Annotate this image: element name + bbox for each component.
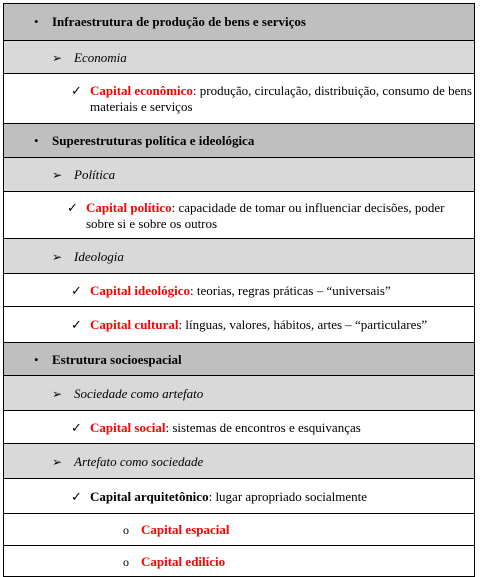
subsection-row-economia <box>3 41 475 74</box>
item-line <box>90 420 361 436</box>
item-row-capital-espacial <box>3 514 475 546</box>
capital-description: : teorias, regras práticas – “universais” <box>190 283 391 298</box>
capital-term: Capital edilício <box>141 554 226 569</box>
item-row-capital-cultural <box>3 307 475 343</box>
item-row-capital-edilicio <box>3 546 475 577</box>
circle-marker: o <box>123 555 129 569</box>
checkmark-icon: ✓ <box>71 489 82 504</box>
capital-term: Capital social <box>90 420 166 435</box>
capital-description: : línguas, valores, hábitos, artes – “particulares” <box>178 317 428 332</box>
checkmark-icon: ✓ <box>71 420 82 435</box>
item-row-capital-arquitetonico <box>3 479 475 514</box>
item-row-capital-social <box>3 411 475 444</box>
bullet-marker: • <box>34 14 39 29</box>
item-line <box>90 83 472 99</box>
section-row-infraestrutura <box>3 4 475 41</box>
capital-term: Capital arquitetônico <box>90 489 209 504</box>
section-heading: Infraestrutura de produção de bens e serviços <box>52 14 306 29</box>
checkmark-icon: ✓ <box>67 200 78 215</box>
item-row-capital-economico <box>3 74 475 124</box>
item-row-capital-politico <box>3 192 475 239</box>
section-heading: Estrutura socioespacial <box>52 352 182 367</box>
item-line <box>86 200 444 216</box>
arrow-marker: ➢ <box>52 250 63 264</box>
subsection-row-ideologia <box>3 239 475 274</box>
circle-marker: o <box>123 523 129 537</box>
checkmark-icon: ✓ <box>71 83 82 98</box>
capital-term: Capital espacial <box>141 522 230 537</box>
item-line-continued: materiais e serviços <box>90 99 193 114</box>
arrow-marker: ➢ <box>52 387 63 401</box>
item-line <box>90 283 391 299</box>
subsection-row-artefato-como-sociedade <box>3 444 475 479</box>
capital-description: : capacidade de tomar ou influenciar decisões, poder <box>171 200 445 215</box>
capital-term: Capital cultural <box>90 317 179 332</box>
bullet-marker: • <box>34 352 39 367</box>
subsection-heading: Ideologia <box>74 249 124 264</box>
arrow-marker: ➢ <box>52 455 63 469</box>
capital-term: Capital econômico <box>90 83 193 98</box>
item-line <box>90 489 367 505</box>
subsection-heading: Artefato como sociedade <box>74 454 204 469</box>
subsection-heading: Sociedade como artefato <box>74 386 204 401</box>
capital-term: Capital ideológico <box>90 283 191 298</box>
bullet-marker: • <box>34 133 39 148</box>
subsection-row-politica <box>3 158 475 192</box>
subsection-heading: Política <box>74 167 116 182</box>
arrow-marker: ➢ <box>52 51 63 65</box>
capital-term: Capital político <box>86 200 172 215</box>
capital-description: : sistemas de encontros e esquivanças <box>165 420 361 435</box>
arrow-marker: ➢ <box>52 168 63 182</box>
item-line-continued: sobre si e sobre os outros <box>86 216 218 231</box>
item-row-capital-ideologico <box>3 274 475 307</box>
checkmark-icon: ✓ <box>71 317 82 332</box>
framework-table <box>3 3 475 577</box>
capital-description: : lugar apropriado socialmente <box>208 489 368 504</box>
subsection-heading: Economia <box>74 50 127 65</box>
section-row-estrutura-socioespacial <box>3 343 475 376</box>
section-heading: Superestruturas política e ideológica <box>52 133 255 148</box>
subsection-row-sociedade-como-artefato <box>3 376 475 411</box>
section-row-superestruturas <box>3 124 475 158</box>
item-line <box>90 317 427 333</box>
capital-description: : produção, circulação, distribuição, consumo de bens <box>192 83 472 98</box>
checkmark-icon: ✓ <box>71 283 82 298</box>
